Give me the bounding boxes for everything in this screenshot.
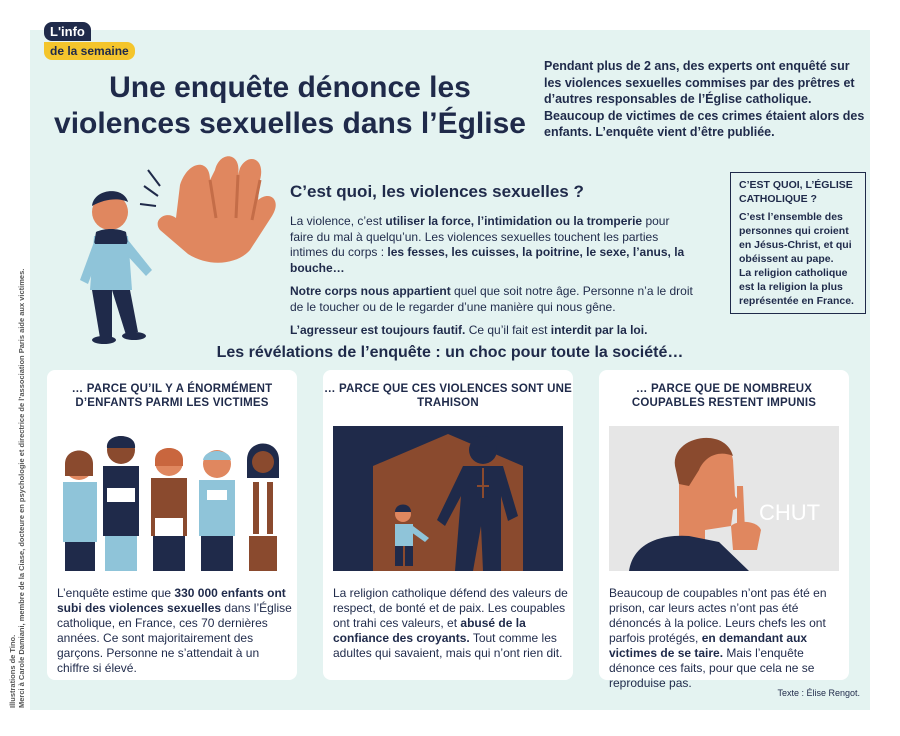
question-paragraph-2 [290, 284, 695, 315]
silence-man-illustration [609, 426, 839, 571]
definition-paragraph-2: La religion catholique est la religion la plus représentée en France. [739, 267, 854, 307]
group-of-victims-illustration [57, 426, 287, 571]
raised-hand-icon [140, 156, 276, 262]
definition-box [730, 172, 866, 314]
frightened-child-icon [80, 191, 152, 344]
card-heading: … PARCE QU’IL Y A ÉNORMÉMENT D’ENFANTS PARMI LES VICTIMES [71, 383, 273, 409]
person-icon [247, 444, 279, 572]
badge-line2: de la semaine [44, 42, 135, 60]
intro-text: Pendant plus de 2 ans, des experts ont enquêté sur les violences sexuelles commises par des prêtres et d’autres responsables de l’Église catholique. Beaucoup de victimes de ces crimes étaient alors des enfants. L’enquête vient d’être publiée. [544, 59, 865, 139]
body-text: Tout comme les adultes qui savaient, mais qui n’ont rien dit. [333, 631, 563, 660]
emphasis-text: interdit par la loi. [550, 323, 648, 337]
credits [4, 268, 26, 718]
body-text: quel que soit notre âge. Personne n’a le droit de le toucher ou de le regarder d’une manière qui nous gêne. [290, 284, 693, 314]
body-text: Ce qu’il fait est [465, 323, 551, 337]
person-icon [199, 450, 235, 571]
church-shadow-illustration [333, 426, 563, 571]
body-text: Mais l’enquête dénonce ces faits, pour que cela ne se reproduise pas. [609, 646, 815, 690]
page-title: Une enquête dénonce les violences sexuelles dans l’Église [54, 71, 526, 140]
emphasis-text: Notre corps nous appartient [290, 284, 451, 298]
card-text [57, 586, 293, 676]
section-title: Les révélations de l’enquête : un choc pour toute la société… [216, 344, 684, 361]
person-icon [63, 451, 97, 572]
emphasis-text: en demandant aux victimes de se taire. [609, 631, 808, 660]
body-text: Beaucoup de coupables n’ont pas été en prison, car leurs actes n’ont pas été dénoncés à la police. Leurs chefs les ont parfois protégés, [609, 586, 827, 645]
info-badge [44, 22, 135, 60]
body-text: La violence, c’est [290, 214, 386, 228]
body-text: dans l’Église catholique, en France, ces 70 dernières années. Ce sont majoritairement des garçons. Personne ne s’attendait à un chiffre si élevé. [57, 601, 292, 675]
question-title: C’est quoi, les violences sexuelles ? [290, 182, 584, 201]
card-text [609, 586, 845, 691]
badge-line1: L'info [44, 22, 91, 41]
signature: Texte : Élise Rengot. [777, 688, 860, 698]
chut-label: CHUT [759, 500, 821, 525]
hand-child-illustration [70, 140, 290, 345]
definition-title: C’EST QUOI, L’ÉGLISE CATHOLIQUE ? [739, 179, 853, 205]
emphasis-text: 330 000 enfants ont subi des violences sexuelles [57, 586, 286, 615]
question-paragraph-3 [290, 323, 695, 339]
emphasis-text: les fesses, les cuisses, la poitrine, le sexe, l’anus, la bouche… [290, 245, 685, 275]
emphasis-text: abusé de la confiance des croyants. [333, 616, 526, 645]
body-text: pour faire du mal à quelqu’un. Les violences sexuelles touchent les parties intimes du corps : [290, 214, 670, 259]
definition-paragraph-1: C’est l’ensemble des personnes qui croient en Jésus-Christ, et qui obéissent au pape. [739, 211, 852, 265]
body-text: La religion catholique défend des valeurs de respect, de bonté et de paix. Les coupables ont trahi ces valeurs, et [333, 586, 568, 630]
question-body [290, 214, 695, 347]
question-paragraph-1 [290, 214, 695, 276]
credits-text: Illustrations de Tino. Merci à Carole Damiani, membre de la Ciase, docteure en psychologie et directrice de l’association Paris aide aux victimes. [8, 268, 26, 708]
card-impunity [599, 370, 849, 690]
card-victims [47, 370, 297, 680]
person-icon [103, 436, 139, 571]
body-text: L’enquête estime que [57, 586, 175, 600]
emphasis-text: L’agresseur est toujours fautif. [290, 323, 466, 337]
card-heading: … PARCE QUE DE NOMBREUX COUPABLES RESTENT IMPUNIS [631, 383, 817, 409]
card-heading: … PARCE QUE CES VIOLENCES SONT UNE TRAHISON [323, 383, 573, 409]
emphasis-text: utiliser la force, l’intimidation ou la tromperie [385, 214, 643, 228]
card-betrayal [323, 370, 573, 680]
card-text [333, 586, 569, 661]
person-icon [151, 448, 187, 571]
